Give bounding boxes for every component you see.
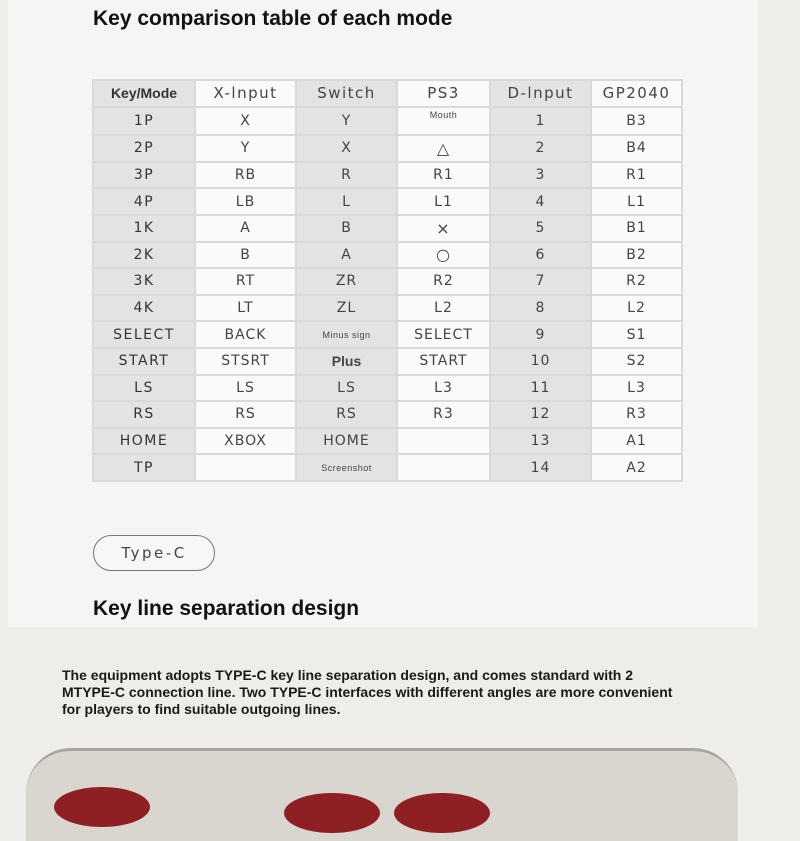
table-row [93, 135, 682, 162]
ps3-cell: SELECT [397, 321, 490, 348]
table-row [93, 401, 682, 428]
d-input-cell: 6 [490, 242, 591, 269]
ps3-cell: START [397, 348, 490, 375]
d-input-cell: 11 [490, 375, 591, 402]
header-switch: Switch [296, 80, 397, 107]
gp2040-cell: B3 [591, 107, 682, 136]
header-gp2040: GP2040 [591, 80, 682, 107]
gp2040-cell: A1 [591, 428, 682, 455]
table-row [93, 295, 682, 322]
key-cell: SELECT [93, 321, 195, 348]
table-row [93, 321, 682, 348]
gp2040-cell: B4 [591, 135, 682, 162]
d-input-cell: 4 [490, 188, 591, 215]
header-ps3: PS3 [397, 80, 490, 107]
x-input-cell: RB [195, 162, 296, 189]
key-cell: 3P [93, 162, 195, 189]
key-cell: TP [93, 454, 195, 481]
key-cell: 2K [93, 242, 195, 269]
d-input-cell: 13 [490, 428, 591, 455]
switch-cell: Minus sign [296, 321, 397, 348]
d-input-cell: 1 [490, 107, 591, 136]
red-button [54, 787, 150, 827]
x-input-cell: Y [195, 135, 296, 162]
d-input-cell: 5 [490, 215, 591, 242]
table-row [93, 188, 682, 215]
key-cell: LS [93, 375, 195, 402]
d-input-cell: 9 [490, 321, 591, 348]
x-input-cell: B [195, 242, 296, 269]
x-input-cell: A [195, 215, 296, 242]
gp2040-cell: L3 [591, 375, 682, 402]
gp2040-cell: R2 [591, 268, 682, 295]
switch-cell: ZR [296, 268, 397, 295]
switch-cell: ZL [296, 295, 397, 322]
header-x-input: X-lnput [195, 80, 296, 107]
gp2040-cell: B2 [591, 242, 682, 269]
ps3-cell: × [397, 215, 490, 242]
gp2040-cell: S1 [591, 321, 682, 348]
x-input-cell: STSRT [195, 348, 296, 375]
section-title: Key line separation design [93, 597, 360, 620]
x-input-cell: XBOX [195, 428, 296, 455]
d-input-cell: 2 [490, 135, 591, 162]
x-input-cell: LB [195, 188, 296, 215]
description-text: The equipment adopts TYPE-C key line separation design, and comes standard with 2 MTYPE-C connection line. Two TYPE-C interfaces with different angles are more convenient for players to find suitable outgoing lines. [62, 667, 673, 717]
ps3-cell: Mouth [397, 107, 490, 136]
x-input-cell: RT [195, 268, 296, 295]
gp2040-cell: L1 [591, 188, 682, 215]
key-cell: 3K [93, 268, 195, 295]
controller-device-image [26, 748, 738, 841]
key-cell: 2P [93, 135, 195, 162]
switch-cell: A [296, 242, 397, 269]
d-input-cell: 12 [490, 401, 591, 428]
table-row [93, 215, 682, 242]
switch-cell: Y [296, 107, 397, 136]
ps3-cell: R3 [397, 401, 490, 428]
table-title: Key comparison table of each mode [93, 7, 453, 30]
key-comparison-table [92, 79, 683, 482]
x-input-cell: BACK [195, 321, 296, 348]
gp2040-cell: S2 [591, 348, 682, 375]
table-row [93, 268, 682, 295]
d-input-cell: 8 [490, 295, 591, 322]
table-row [93, 375, 682, 402]
switch-cell: R [296, 162, 397, 189]
switch-cell: X [296, 135, 397, 162]
ps3-cell: L1 [397, 188, 490, 215]
switch-cell: HOME [296, 428, 397, 455]
key-cell: START [93, 348, 195, 375]
ps3-cell [397, 428, 490, 455]
table-row [93, 242, 682, 269]
gp2040-cell: B1 [591, 215, 682, 242]
switch-cell: Screenshot [296, 454, 397, 481]
gp2040-cell: A2 [591, 454, 682, 481]
ps3-cell: R2 [397, 268, 490, 295]
key-cell: 1K [93, 215, 195, 242]
gp2040-cell: R3 [591, 401, 682, 428]
table-row [93, 454, 682, 481]
ps3-cell: L3 [397, 375, 490, 402]
table-header-row [93, 80, 682, 107]
x-input-cell: X [195, 107, 296, 136]
key-cell: HOME [93, 428, 195, 455]
switch-cell: Plus [296, 348, 397, 375]
ps3-cell: ○ [397, 242, 490, 269]
switch-cell: L [296, 188, 397, 215]
type-c-pill-label: Type-C [93, 535, 215, 571]
red-button [394, 793, 490, 833]
x-input-cell: RS [195, 401, 296, 428]
switch-cell: B [296, 215, 397, 242]
gp2040-cell: R1 [591, 162, 682, 189]
table-row [93, 428, 682, 455]
ps3-cell: △ [397, 135, 490, 162]
x-input-cell [195, 454, 296, 481]
red-button [284, 793, 380, 833]
switch-cell: RS [296, 401, 397, 428]
x-input-cell: LS [195, 375, 296, 402]
table-row [93, 348, 682, 375]
header-key-mode: Key/Mode [93, 80, 195, 107]
table-row [93, 162, 682, 189]
x-input-cell: LT [195, 295, 296, 322]
key-cell: 4K [93, 295, 195, 322]
ps3-cell: R1 [397, 162, 490, 189]
d-input-cell: 7 [490, 268, 591, 295]
ps3-cell: L2 [397, 295, 490, 322]
table-row [93, 107, 682, 136]
d-input-cell: 14 [490, 454, 591, 481]
gp2040-cell: L2 [591, 295, 682, 322]
key-cell: 1P [93, 107, 195, 136]
header-d-input: D-lnput [490, 80, 591, 107]
key-cell: 4P [93, 188, 195, 215]
ps3-cell [397, 454, 490, 481]
key-cell: RS [93, 401, 195, 428]
d-input-cell: 3 [490, 162, 591, 189]
switch-cell: LS [296, 375, 397, 402]
d-input-cell: 10 [490, 348, 591, 375]
